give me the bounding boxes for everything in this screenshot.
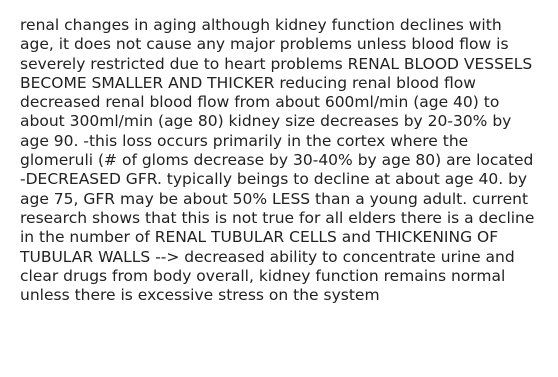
note-body-text: renal changes in aging although kidney function declines with age, it does not cause any major problems unless blood flow is severely restricted due to heart problems RENAL BLOOD VESSELS BECOME SMALLER AND THICKER reducing renal blood flow decreased renal blood flow from about 600ml/min (age 40) to about 300ml/min (age 80) kidney size decreases by 20-30% by age 90. -this loss occurs primarily in the cortex where the glomeruli (# of gloms decrease by 30-40% by age 80) are located -DECREASED GFR. typically beings to decline at about age 40. by age 75, GFR may be about 50% LESS than a young adult. current research shows that this is not true for all elders there is a decline in the number of RENAL TUBULAR CELLS and THICKENING OF TUBULAR WALLS --> decreased ability to concentrate urine and clear drugs from body overall, kidney function remains normal unless there is excessive stress on the system [20, 16, 535, 305]
